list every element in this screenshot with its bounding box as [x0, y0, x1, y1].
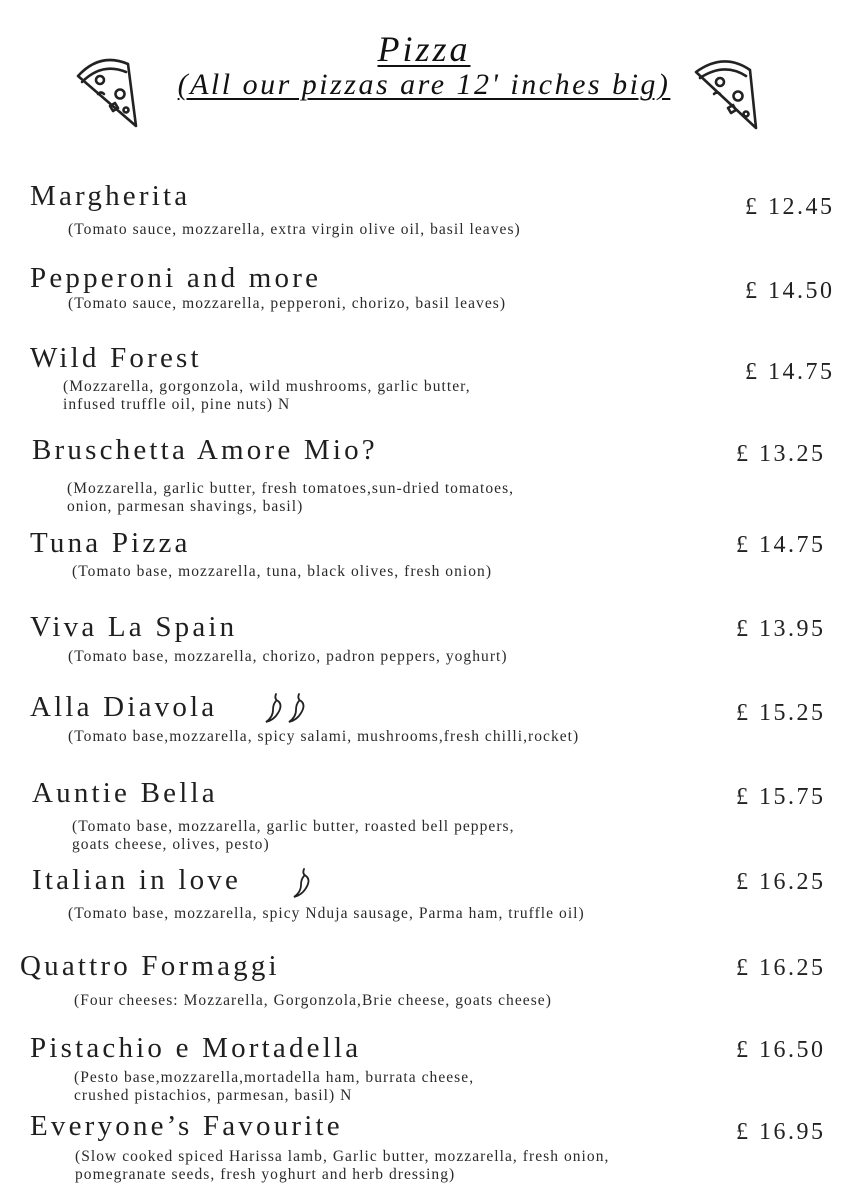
item-name: Everyone’s Favourite — [30, 1110, 343, 1142]
item-name: Pepperoni and more — [30, 262, 322, 294]
item-price: £ 15.25 — [736, 700, 826, 726]
item-description: (Pesto base,mozzarella,mortadella ham, burrata cheese, — [74, 1069, 475, 1086]
item-description: (Tomato base, mozzarella, spicy Nduja sausage, Parma ham, truffle oil) — [68, 905, 585, 922]
item-price: £ 16.50 — [736, 1037, 826, 1063]
item-price: £ 13.95 — [736, 616, 826, 642]
item-price: £ 14.75 — [745, 359, 835, 385]
item-name: Margherita — [30, 180, 191, 212]
page-title: Pizza — [377, 29, 471, 69]
item-description: (Tomato sauce, mozzarella, pepperoni, chorizo, basil leaves) — [68, 295, 507, 312]
pizza-slice-icon — [690, 48, 764, 132]
item-description: (Tomato sauce, mozzarella, extra virgin olive oil, basil leaves) — [68, 221, 521, 238]
item-name: Viva La Spain — [30, 611, 238, 643]
pizza-slice-icon — [70, 48, 144, 132]
item-description: (Four cheeses: Mozzarella, Gorgonzola,Brie cheese, goats cheese) — [74, 992, 552, 1009]
item-description: pomegranate seeds, fresh yoghurt and herb dressing) — [75, 1166, 456, 1183]
item-description: (Mozzarella, gorgonzola, wild mushrooms, garlic butter, — [63, 378, 471, 395]
item-price: £ 14.75 — [736, 532, 826, 558]
item-description: onion, parmesan shavings, basil) — [67, 498, 304, 515]
chili-pepper-icon — [290, 866, 314, 900]
item-price: £ 15.75 — [736, 784, 826, 810]
item-name: Quattro Formaggi — [20, 950, 280, 982]
item-name: Wild Forest — [30, 342, 202, 374]
item-name: Pistachio e Mortadella — [30, 1032, 362, 1064]
item-name: Tuna Pizza — [30, 527, 191, 559]
item-price: £ 16.25 — [736, 869, 826, 895]
item-description: (Tomato base, mozzarella, garlic butter, roasted bell peppers, — [72, 818, 515, 835]
item-price: £ 12.45 — [745, 194, 835, 220]
item-description: (Tomato base, mozzarella, chorizo, padron peppers, yoghurt) — [68, 648, 508, 665]
item-description: crushed pistachios, parmesan, basil) N — [74, 1087, 353, 1104]
item-name: Bruschetta Amore Mio? — [32, 434, 378, 466]
item-name: Italian in love — [32, 864, 242, 896]
item-price: £ 16.25 — [736, 955, 826, 981]
item-description: (Mozzarella, garlic butter, fresh tomatoes,sun-dried tomatoes, — [67, 480, 515, 497]
item-name: Alla Diavola — [30, 691, 218, 723]
item-description: goats cheese, olives, pesto) — [72, 836, 270, 853]
page-subtitle: (All our pizzas are 12' inches big) — [177, 68, 671, 101]
item-description: (Tomato base, mozzarella, tuna, black olives, fresh onion) — [72, 563, 493, 580]
item-name: Auntie Bella — [32, 777, 218, 809]
item-description: (Tomato base,mozzarella, spicy salami, mushrooms,fresh chilli,rocket) — [68, 728, 580, 745]
item-description: infused truffle oil, pine nuts) N — [63, 396, 291, 413]
item-price: £ 16.95 — [736, 1119, 826, 1145]
chili-pepper-icon — [285, 691, 309, 725]
item-description: (Slow cooked spiced Harissa lamb, Garlic butter, mozzarella, fresh onion, — [75, 1148, 610, 1165]
item-price: £ 14.50 — [745, 278, 835, 304]
item-price: £ 13.25 — [736, 441, 826, 467]
chili-pepper-icon — [262, 691, 286, 725]
